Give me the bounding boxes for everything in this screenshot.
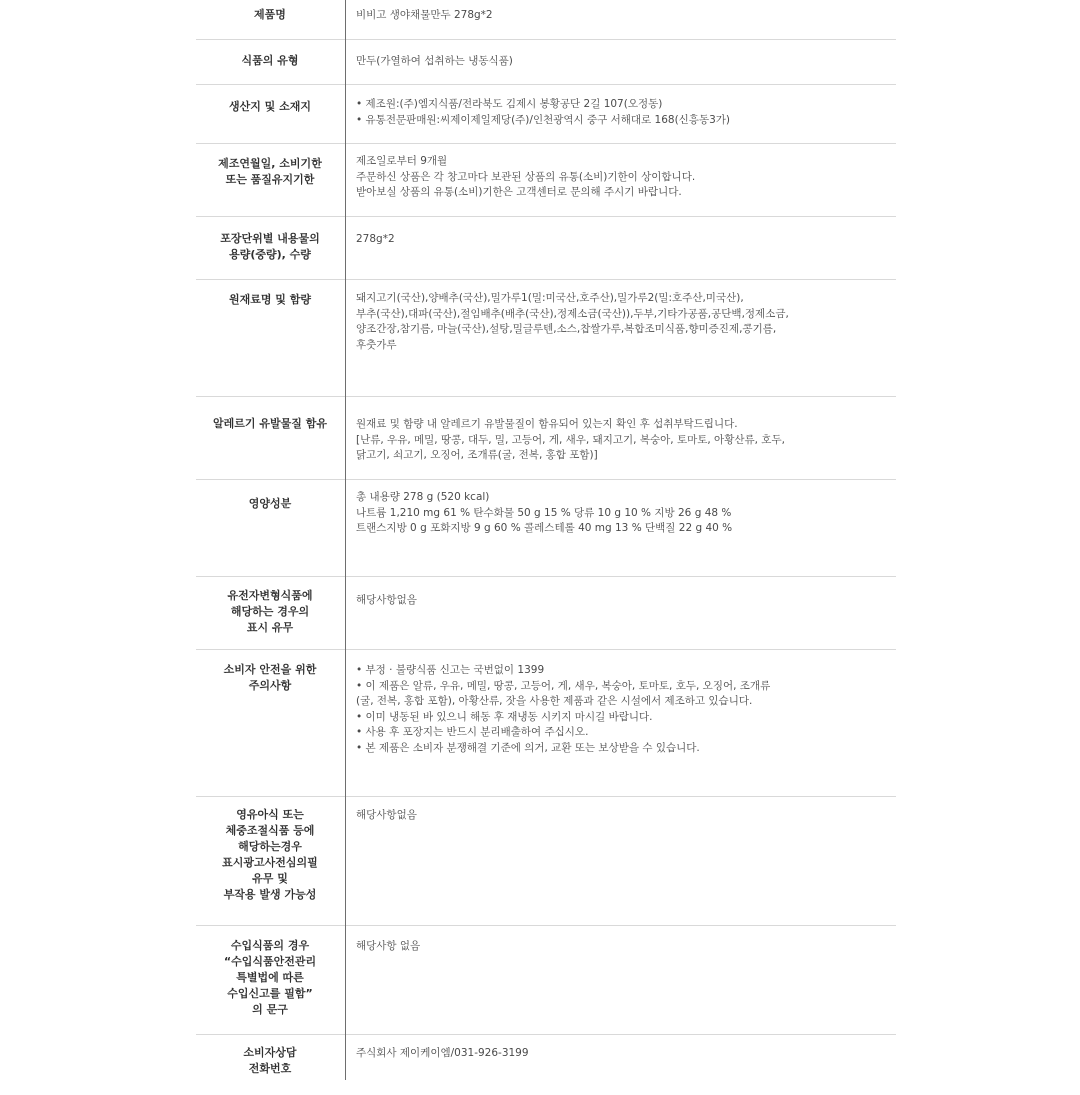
value-line: 해당사항 없음 [356, 940, 421, 952]
label-line: 주의사항 [248, 679, 292, 692]
value-line: • 이 제품은 알류, 우유, 메밀, 땅콩, 고등어, 게, 새우, 복숭아, 토마토, 호두, 오징어, 조개류 [356, 679, 771, 692]
label-line: 또는 품질유지기한 [225, 173, 315, 186]
label-line: 생산지 및 소재지 [228, 100, 312, 113]
value-line: 총 내용량 278 g (520 kcal) [356, 491, 490, 503]
value-line: 받아보실 상품의 유통(소비)기한은 고객센터로 문의해 주시기 바랍니다. [356, 186, 682, 198]
row-gmo [196, 577, 896, 650]
label-line: 체중조절식품 등에 [225, 824, 315, 837]
label-imported [196, 938, 344, 1018]
value-gmo [356, 593, 891, 609]
label-line: 소비자상담 [243, 1046, 297, 1059]
label-line: 의 문구 [252, 1003, 288, 1016]
value-line: 비비고 생야채물만두 278g*2 [356, 9, 493, 21]
label-line: 유무 및 [252, 872, 288, 885]
value-line: 후춧가루 [356, 338, 397, 351]
value-consumer-contact [356, 1046, 891, 1062]
label-allergens [196, 416, 344, 432]
value-line: • 제조원:(주)엠지식품/전라북도 김제시 봉황공단 2길 107(오정동) [356, 98, 663, 110]
row-ingredients [196, 280, 896, 397]
row-food-type [196, 40, 896, 85]
label-line: 알레르기 유발물질 함유 [213, 417, 327, 430]
row-consumer-contact [196, 1035, 896, 1095]
label-line: 포장단위별 내용물의 [220, 232, 320, 245]
value-food-type [356, 54, 891, 70]
row-origin [196, 85, 896, 144]
value-line: [난류, 우유, 메밀, 땅콩, 대두, 밀, 고등어, 게, 새우, 돼지고기, 복숭아, 토마토, 아황산류, 호두, [356, 433, 785, 446]
value-package-unit [356, 232, 891, 248]
label-line: 원재료명 및 함량 [228, 293, 312, 306]
label-product-name [196, 7, 344, 23]
value-allergens [356, 417, 891, 464]
label-gmo [196, 588, 344, 636]
label-safety [196, 662, 344, 694]
value-line: 나트륨 1,210 mg 61 % 탄수화물 50 g 15 % 당류 10 g 10 % 지방 26 g 48 % [356, 506, 732, 519]
label-origin [196, 99, 344, 115]
value-line: 양조간장,참기름, 마늘(국산),설탕,밀글루텐,소스,찹쌀가루,복합조미식품,향미증진제,콩기름, [356, 323, 777, 335]
label-line: 부작용 발생 가능성 [223, 888, 317, 901]
value-line: 주식회사 제이케이엠/031-926-3199 [356, 1047, 529, 1059]
label-line: 표시 유무 [246, 621, 294, 634]
value-line: • 부정 · 불량식품 신고는 국번없이 1399 [356, 664, 545, 676]
label-line: 수입신고를 필함” [227, 987, 313, 1000]
row-package-unit [196, 217, 896, 280]
value-line: • 본 제품은 소비자 분쟁해결 기준에 의거, 교환 또는 보상받을 수 있습니다. [356, 741, 700, 754]
label-line: 영유아식 또는 [236, 808, 304, 821]
value-line: 트랜스지방 0 g 포화지방 9 g 60 % 콜레스테롤 40 mg 13 % 단백질 22 g 40 % [356, 522, 733, 534]
value-line: 제조일로부터 9개월 [356, 155, 448, 167]
row-allergens [196, 397, 896, 480]
label-line: 표시광고사전심의필 [222, 856, 318, 869]
label-line: 소비자 안전을 위한 [223, 663, 317, 676]
value-line: 해당사항없음 [356, 809, 417, 821]
value-line: 닭고기, 쇠고기, 오징어, 조개류(굴, 전복, 홍합 포함)] [356, 449, 598, 461]
label-line: 수입식품의 경우 [230, 939, 310, 952]
value-product-name [356, 8, 891, 24]
column-divider [345, 0, 346, 1080]
value-line: 돼지고기(국산),양배추(국산),밀가루1(밀:미국산,호주산),밀가루2(밀:호주산,미국산), [356, 292, 744, 304]
label-line: 식품의 유형 [241, 54, 299, 67]
row-imported [196, 926, 896, 1035]
label-expiry [196, 156, 344, 188]
value-expiry [356, 154, 891, 201]
value-line: (굴, 전복, 홍합 포함), 아황산류, 잣을 사용한 제품과 같은 시설에서 제조하고 있습니다. [356, 695, 753, 707]
label-line: 제조연월일, 소비기한 [218, 157, 322, 170]
value-line: 주문하신 상품은 각 창고마다 보관된 상품의 유통(소비)기한이 상이합니다. [356, 170, 696, 183]
value-origin [356, 97, 891, 128]
value-line: • 유통전문판매원:씨제이제일제당(주)/인천광역시 중구 서해대로 168(신흥동3가) [356, 113, 731, 126]
label-line: 해당하는경우 [238, 840, 302, 853]
label-line: 제품명 [254, 8, 286, 21]
label-infant-diet [196, 807, 344, 903]
value-safety [356, 663, 891, 756]
label-line: “수입식품안전관리 [223, 955, 317, 968]
row-infant-diet [196, 797, 896, 926]
label-line: 유전자변형식품에 [227, 589, 313, 602]
value-nutrition [356, 490, 891, 537]
label-consumer-contact [196, 1045, 344, 1077]
value-imported [356, 939, 891, 955]
value-line: 해당사항없음 [356, 594, 417, 606]
value-line: 원재료 및 함량 내 알레르기 유발물질이 함유되어 있는지 확인 후 섭취부탁드립니다. [356, 418, 738, 430]
label-line: 해당하는 경우의 [230, 605, 310, 618]
row-safety [196, 650, 896, 797]
label-line: 용량(중량), 수량 [229, 248, 311, 261]
label-line: 영양성분 [248, 497, 292, 510]
value-line: • 이미 냉동된 바 있으니 해동 후 재냉동 시키지 마시길 바랍니다. [356, 710, 653, 723]
label-food-type [196, 53, 344, 69]
value-line: 278g*2 [356, 233, 395, 245]
label-line: 특별법에 따른 [236, 971, 304, 984]
value-infant-diet [356, 808, 891, 824]
row-product-name [196, 0, 896, 40]
value-line: 부추(국산),대파(국산),절임배추(배추(국산),정제소금(국산)),두부,기타가공품,공단백,정제소금, [356, 307, 789, 320]
label-ingredients [196, 292, 344, 308]
value-line: • 사용 후 포장지는 반드시 분리배출하여 주십시오. [356, 726, 589, 738]
value-ingredients [356, 291, 891, 353]
value-line: 만두(가열하여 섭취하는 냉동식품) [356, 55, 513, 67]
row-nutrition [196, 480, 896, 577]
label-line: 전화번호 [248, 1062, 292, 1075]
label-nutrition [196, 496, 344, 512]
label-package-unit [196, 231, 344, 263]
row-expiry [196, 144, 896, 217]
